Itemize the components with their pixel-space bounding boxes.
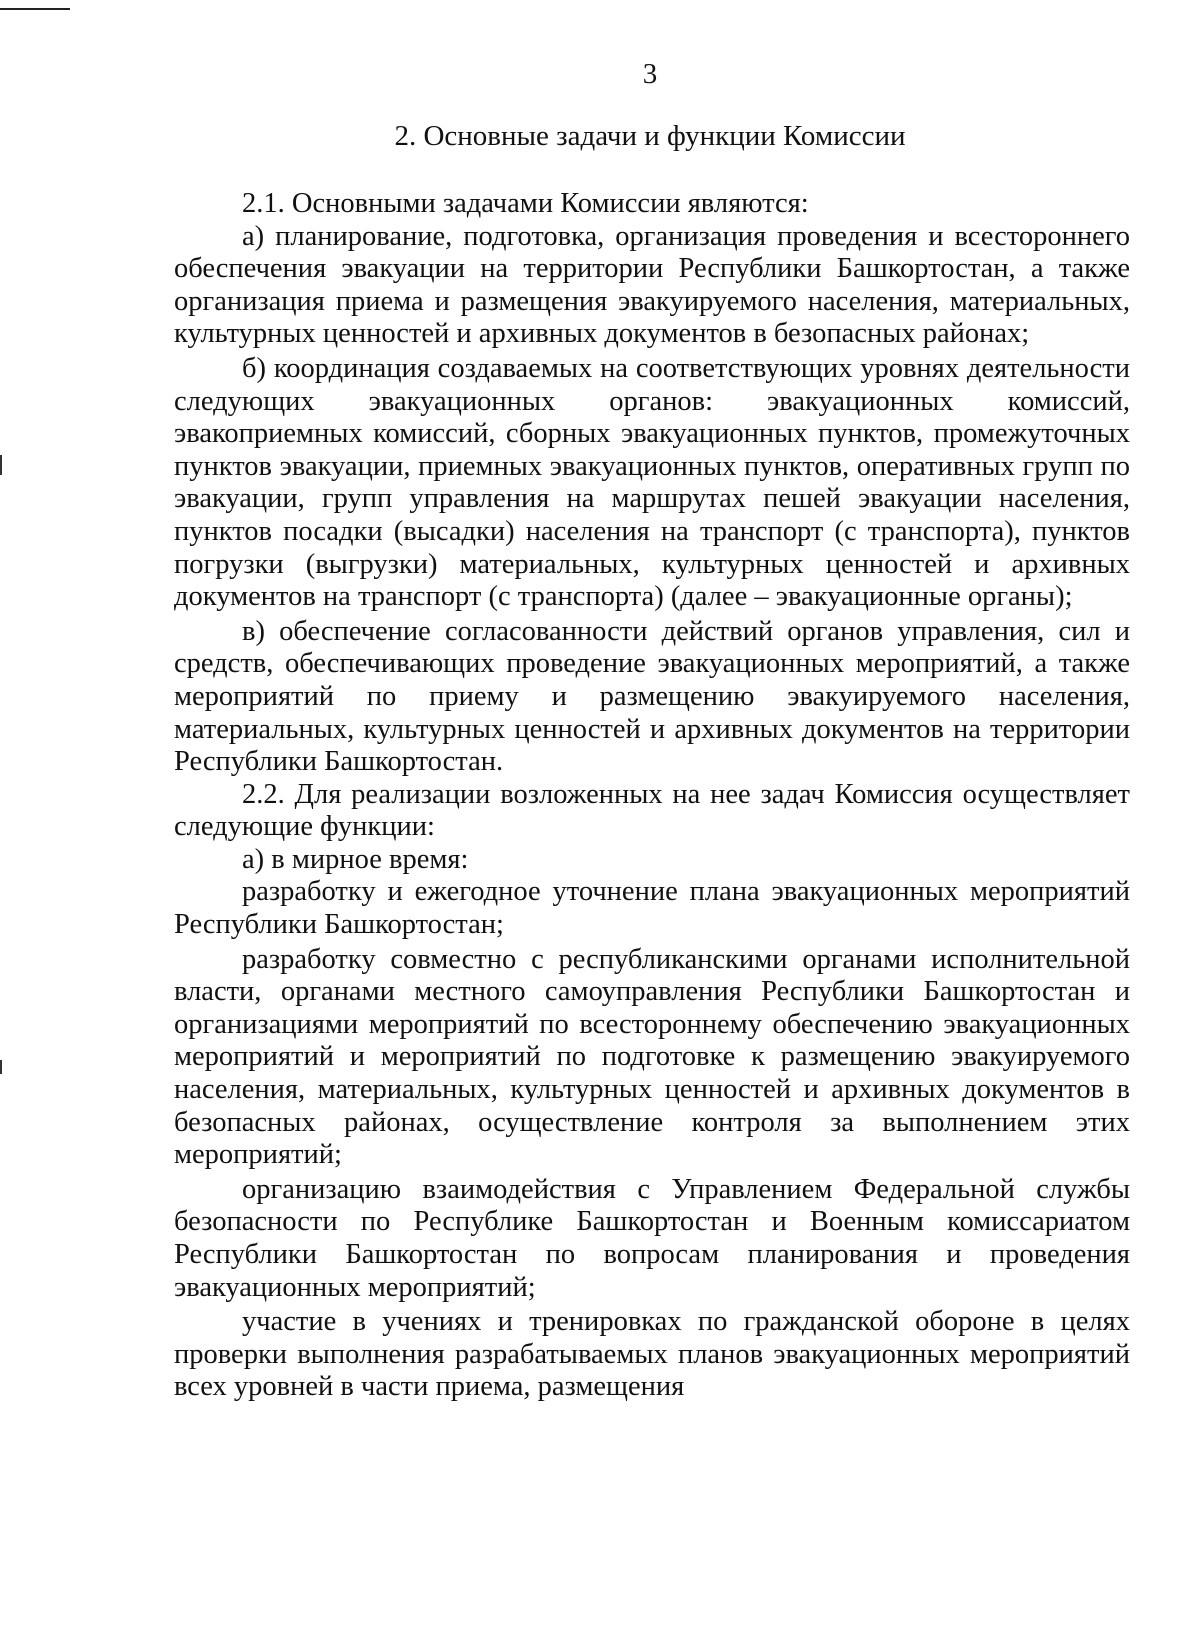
paragraph-2-1-intro: 2.1. Основными задачами Комиссии являются:: [242, 188, 809, 219]
paragraph-function-exercises: участие в учениях и тренировках по гражданской обороне в целях проверки выполнения разрабатываемых планов эвакуационных мероприятий всех уровней в части приема, размещения: [174, 1306, 1130, 1403]
scan-edge-mark: [0, 455, 2, 475]
paragraph-task-c: в) обеспечение согласованности действий органов управления, сил и средств, обеспечивающих проведение эвакуационных мероприятий, а также мероприятий по приему и размещению эвакуируемого населения, материальных, культурных ценностей и архивных документов на территории Республики Башкортостан.: [174, 615, 1130, 778]
paragraph-function-interaction: организацию взаимодействия с Управлением Федеральной службы безопасности по Республике Башкортостан и Военным комиссариатом Республики Башкортостан по вопросам планирования и проведения эвакуационных мероприятий;: [174, 1173, 1130, 1303]
section-title: 2. Основные задачи и функции Комиссии: [394, 120, 906, 152]
paragraph-function-joint: разработку совместно с республиканскими органами исполнительной власти, органами местного самоуправления Республики Башкортостан и организациями мероприятий по всестороннему обеспечению эвакуационных мероприятий и мероприятий по подготовке к размещению эвакуируемого населения, материальных, культурных ценностей и архивных документов в безопасных районах, осуществление контроля за выполнением этих мероприятий;: [174, 943, 1130, 1171]
paragraph-peacetime: а) в мирное время:: [242, 843, 469, 875]
document-body: [174, 188, 1130, 1406]
paragraph-task-a: а) планирование, подготовка, организация проведения и всестороннего обеспечения эвакуации на территории Республики Башкортостан, а также организация приема и размещения эвакуируемого населения, материальных, культурных ценностей и архивных документов в безопасных районах;: [174, 220, 1130, 350]
page-number: 3: [642, 58, 658, 90]
scan-edge-mark: [0, 8, 70, 10]
scan-edge-mark: [0, 1060, 2, 1074]
paragraph-function-plan: разработку и ежегодное уточнение плана эвакуационных мероприятий Республики Башкортостан;: [174, 876, 1130, 941]
paragraph-2-2-intro: 2.2. Для реализации возложенных на нее задач Комиссия осуществляет следующие функции:: [174, 778, 1130, 843]
paragraph-task-b: б) координация создаваемых на соответствующих уровнях деятельности следующих эвакуационных органов: эвакуационных комиссий, эвакоприемных комиссий, сборных эвакуационных пунктов, промежуточных пунктов эвакуации, приемных эвакуационных пунктов, оперативных групп по эвакуации, групп управления на маршрутах пешей эвакуации населения, пунктов посадки (высадки) населения на транспорт (с транспорта), пунктов погрузки (выгрузки) материальных, культурных ценностей и архивных документов на транспорт (с транспорта) (далее – эвакуационные органы);: [174, 352, 1130, 613]
